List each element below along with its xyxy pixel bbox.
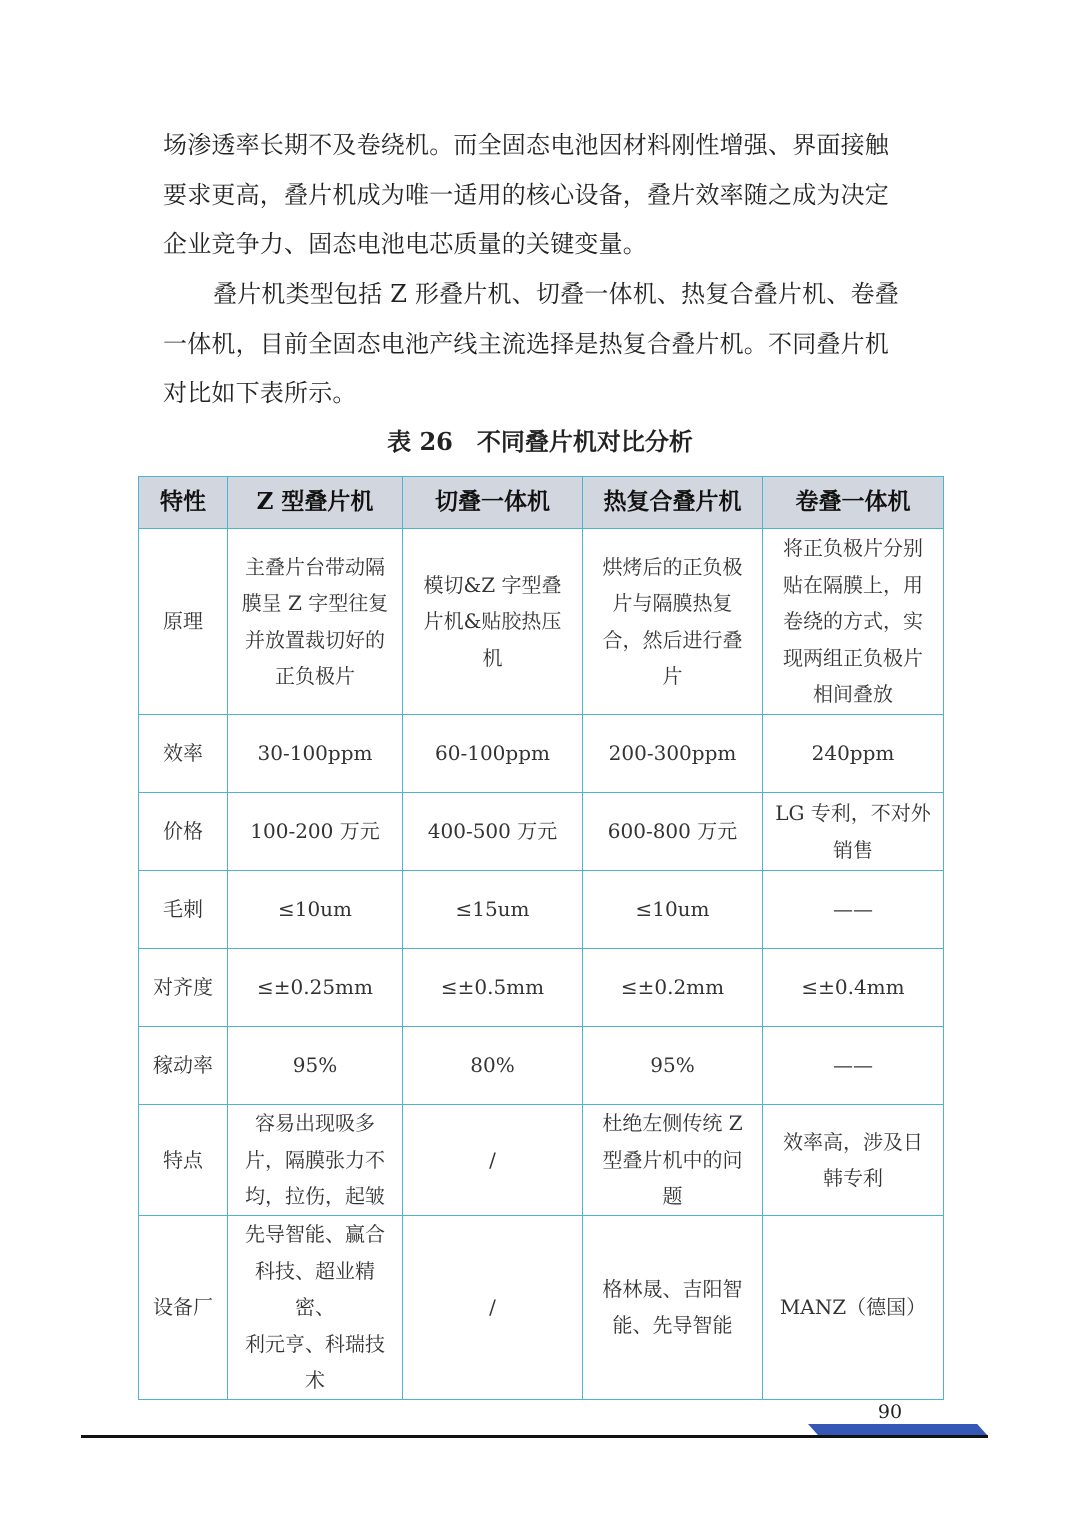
header-cell-feature: 特性 [139,477,228,529]
cell-line: —— [833,1053,873,1078]
table-row [139,793,944,871]
table-cell [403,1216,583,1400]
table-cell [763,1027,944,1105]
cell-line: 30-100ppm [257,741,373,766]
cell-line: 贴在隔膜上，用 [783,572,923,597]
page-number: 90 [877,1401,903,1423]
paragraph-line: 叠片机类型包括 Z 形叠片机、切叠一体机、热复合叠片机、卷叠 [213,280,899,308]
table-cell [228,1105,403,1216]
table-body [139,529,944,1400]
table-cell [403,529,583,715]
table-row [139,1105,944,1216]
table-cell [763,949,944,1027]
cell-line: 合，然后进行叠 [602,627,743,652]
table-cell [583,871,763,949]
table-cell [583,1027,763,1105]
cell-line: ≤±0.25mm [257,975,373,1000]
table-cell [403,1027,583,1105]
cell-line: 销售 [833,837,873,862]
row-label-cell: 稼动率 [139,1027,228,1105]
cell-line: 格林晟、吉阳智 [602,1276,743,1301]
table-caption: 表 26 不同叠片机对比分析 [387,427,693,456]
body-paragraph-1 [163,121,923,270]
cell-line: 利元亨、科瑞技 [245,1331,385,1356]
table-row [139,715,944,793]
table-cell [583,1216,763,1400]
header-cell-cut-stack: 切叠一体机 [403,477,583,529]
comparison-table [138,476,944,1400]
cell-line: 400-500 万元 [427,819,558,844]
cell-line: 先导智能、赢合 [245,1222,385,1246]
cell-line: 机 [482,645,503,670]
row-label-cell: 毛刺 [139,871,228,949]
table-cell [763,529,944,715]
cell-line: 均，拉伤，起皱 [245,1184,385,1209]
cell-line: 100-200 万元 [250,819,380,844]
table-header-row [139,477,944,529]
cell-line: 正负极片 [275,664,355,688]
cell-line: 效率高，涉及日 [783,1129,923,1154]
row-label-cell: 原理 [139,529,228,715]
table-cell [583,715,763,793]
cell-line: 片，隔膜张力不 [245,1147,385,1172]
table-cell [403,871,583,949]
row-label-cell: 价格 [139,793,228,871]
row-label-cell: 设备厂 [139,1216,228,1400]
table-cell [763,715,944,793]
table-cell [403,1105,583,1216]
cell-line: ≤±0.2mm [620,975,725,1000]
table-cell [763,871,944,949]
cell-line: ≤±0.4mm [801,975,905,1000]
table-cell [583,529,763,715]
cell-line: 卷绕的方式，实 [783,609,923,634]
table-cell [228,1027,403,1105]
cell-line: 95% [292,1053,338,1078]
cell-line: / [489,1295,496,1319]
table-row [139,1216,944,1400]
cell-line: 主叠片台带动隔 [245,554,385,579]
cell-line: 600-800 万元 [607,819,738,844]
table-row [139,529,944,715]
cell-line: 将正负极片分别 [783,536,923,561]
cell-line: / [489,1147,496,1172]
cell-line: 型叠片机中的问 [602,1147,743,1172]
cell-line: —— [833,897,873,922]
table-cell [403,949,583,1027]
row-label-cell: 对齐度 [139,949,228,1027]
cell-line: 膜呈 Z 字型往复 [241,591,389,615]
cell-line: 片与隔膜热复 [612,591,733,615]
cell-line: 片 [662,664,683,688]
cell-line: 模切&Z 字型叠 [423,572,562,597]
cell-line: 200-300ppm [608,741,737,766]
header-cell-hot-laminate: 热复合叠片机 [583,477,763,529]
cell-line: ≤10um [635,897,710,922]
cell-line: ≤±0.5mm [440,975,545,1000]
cell-line: 80% [470,1053,515,1078]
paragraph-line: 要求更高，叠片机成为唯一适用的核心设备，叠片效率随之成为决定 [163,180,889,209]
cell-line: 并放置裁切好的 [245,627,385,652]
cell-line: 相间叠放 [813,682,893,707]
table-row [139,949,944,1027]
table-cell [763,1216,944,1400]
paragraph-line: 对比如下表所示。 [163,379,357,407]
table-cell [763,1105,944,1216]
cell-line: LG 专利，不对外 [775,801,931,825]
table-cell [228,529,403,715]
cell-line: 片机&贴胶热压 [423,609,562,634]
cell-line: 容易出现吸多 [255,1111,375,1136]
header-cell-z-type: Z 型叠片机 [228,477,403,529]
table-cell [583,793,763,871]
table-row [139,1027,944,1105]
header-cell-roll-stack: 卷叠一体机 [763,477,944,529]
table-cell [228,949,403,1027]
table-cell [228,793,403,871]
cell-line: MANZ（德国） [779,1295,927,1319]
table-cell [228,871,403,949]
table-cell [228,715,403,793]
table-cell [403,715,583,793]
row-label-cell: 效率 [139,715,228,793]
cell-line: 题 [662,1184,683,1209]
cell-line: 现两组正负极片 [783,645,923,670]
cell-line: 95% [650,1053,695,1078]
paragraph-line: 一体机，目前全固态电池产线主流选择是热复合叠片机。不同叠片机 [163,329,889,358]
table-cell [403,793,583,871]
footer-rule [81,1435,988,1438]
cell-line: 术 [305,1368,325,1392]
table-cell [228,1216,403,1400]
cell-line: 杜绝左侧传统 Z [602,1111,743,1136]
cell-line: ≤15um [455,897,530,922]
cell-line: 韩专利 [823,1166,883,1190]
cell-line: ≤10um [277,897,353,922]
table-cell [583,1105,763,1216]
paragraph-line: 场渗透率长期不及卷绕机。而全固态电池因材料刚性增强、界面接触 [163,131,889,159]
paragraph-line: 企业竞争力、固态电池电芯质量的关键变量。 [163,230,647,258]
cell-line: 烘烤后的正负极 [602,554,743,579]
cell-line: 科技、超业精密、 [255,1258,375,1319]
table-row [139,871,944,949]
cell-line: 能、先导智能 [612,1313,733,1338]
cell-line: 60-100ppm [435,741,550,766]
table-cell [583,949,763,1027]
body-paragraph-2 [163,270,923,419]
cell-line: 240ppm [811,741,895,766]
table-cell [763,793,944,871]
row-label-cell: 特点 [139,1105,228,1216]
